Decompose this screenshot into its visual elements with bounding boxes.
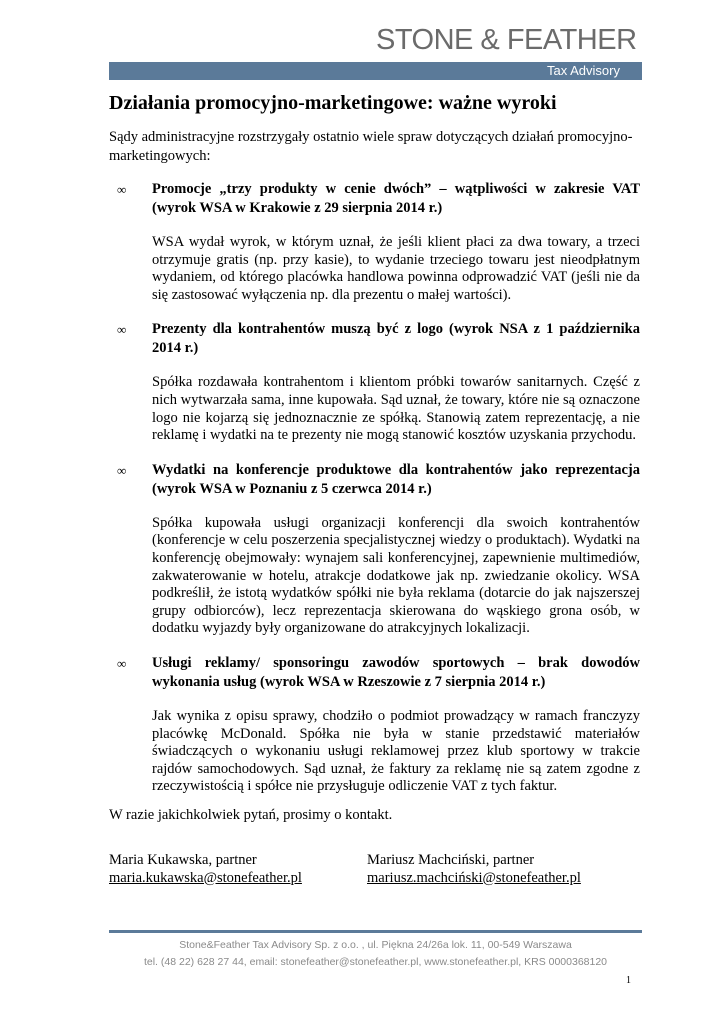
contact-block-2: [367, 852, 581, 887]
footer-address: Stone&Feather Tax Advisory Sp. z o.o. , ul. Piękna 24/26a lok. 11, 00-549 Warszawa: [179, 939, 572, 951]
footer-contact-info: tel. (48 22) 628 27 44, email: stonefeather@stonefeather.pl, www.stonefeather.pl, KRS 0000368120: [143, 956, 608, 968]
section-body: WSA wydał wyrok, w którym uznał, że jeśli klient płaci za dwa towary, a trzeci otrzymuje gratis (np. przy kasie), to wydanie trzeciego towaru jest nieodpłatnym wydaniem, od którego placówka handlowa powinna odprowadzić VAT (jeśli nie da się zastosować wyłączenia np. dla prezentu o małej wartości).: [152, 234, 640, 303]
section-title: Wydatki na konferencje produktowe dla kontrahentów jako reprezentacja (wyrok WSA w Poznaniu z 5 czerwca 2014 r.): [152, 461, 640, 497]
infinity-bullet-icon: ∞: [117, 655, 127, 671]
section: [109, 180, 640, 304]
infinity-bullet-icon: ∞: [117, 462, 127, 478]
page-number: 1: [626, 975, 631, 986]
company-tagline: Tax Advisory: [547, 63, 620, 78]
section-body: Spółka rozdawała kontrahentom i klientom próbki towarów sanitarnych. Część z nich wytwarzała sama, inne kupowała. Sąd uznał, że towary, które nie są oznaczone logo nie kojarzą się jednoznacznie ze spółką. Stanowią zatem reprezentację, a nie reklamę i wydatki na te prezenty nie mogą stanowić kosztów uzyskania przychodu.: [152, 374, 640, 444]
contact-name: Mariusz Machciński, partner: [367, 852, 535, 868]
section-title: Usługi reklamy/ sponsoringu zawodów sportowych – brak dowodów wykonania usług (wyrok WSA w Rzeszowie z 7 sierpnia 2014 r.): [152, 654, 640, 690]
contact-email-link[interactable]: maria.kukawska@stonefeather.pl: [109, 869, 302, 886]
section-body: Spółka kupowała usługi organizacji konferencji dla swoich kontrahentów (konferencje w celu poszerzenia specjalistycznej wiedzy o produktach). Wydatki na konferencję obejmowały: wynajem sali konferencyjnej, zapewnienie multimediów, zakwaterowanie w hotelu, atrakcje dodatkowe jak np. zwiedzanie okolicy. WSA podkreślił, że istotą wydatków spółki nie była reklama (dotarcie do jak najszerszej grupy odbiorców), lecz reprezentacja skierowana do wąskiego grona osób, w dodatku wyjazdy były organizowane do atrakcyjnych lokalizacji.: [152, 514, 640, 637]
section: [109, 320, 640, 444]
contact-email-link[interactable]: mariusz.machciński@stonefeather.pl: [367, 869, 581, 886]
company-logo-name: STONE & FEATHER: [376, 24, 637, 56]
infinity-bullet-icon: ∞: [117, 182, 127, 197]
section-title: Prezenty dla kontrahentów muszą być z logo (wyrok NSA z 1 października 2014 r.): [152, 321, 640, 357]
intro-paragraph: Sądy administracyjne rozstrzygały ostatnio wiele spraw dotyczących działań promocyjno-marketingowych:: [109, 129, 633, 164]
section-body: Jak wynika z opisu sprawy, chodziło o podmiot prowadzący w ramach franczyzy placówkę McDonald. Spółka nie była w stanie przedstawić materiałów świadczących o wykonaniu usługi reklamowej przez klub sportowy w trakcie rajdów samochodowych. Sąd uznał, że faktury za reklamę nie są zatem zgodne z rzeczywistością i spółce nie przysługuje odliczenie VAT z tych faktur.: [152, 707, 640, 795]
sections-list: [109, 180, 640, 812]
section: [109, 461, 640, 638]
contact-block-1: [109, 852, 302, 887]
footer-divider: [109, 930, 642, 933]
footer: [109, 937, 642, 971]
section-title: Promocje „trzy produkty w cenie dwóch” – wątpliwości w zakresie VAT (wyrok WSA w Krakowie z 29 sierpnia 2014 r.): [152, 181, 640, 216]
contact-name: Maria Kukawska, partner: [109, 852, 257, 868]
infinity-bullet-icon: ∞: [117, 322, 127, 338]
closing-line: W razie jakichkolwiek pytań, prosimy o kontakt.: [109, 807, 393, 823]
document-title: Działania promocyjno-marketingowe: ważne wyroki: [109, 92, 557, 114]
section: [109, 654, 640, 796]
